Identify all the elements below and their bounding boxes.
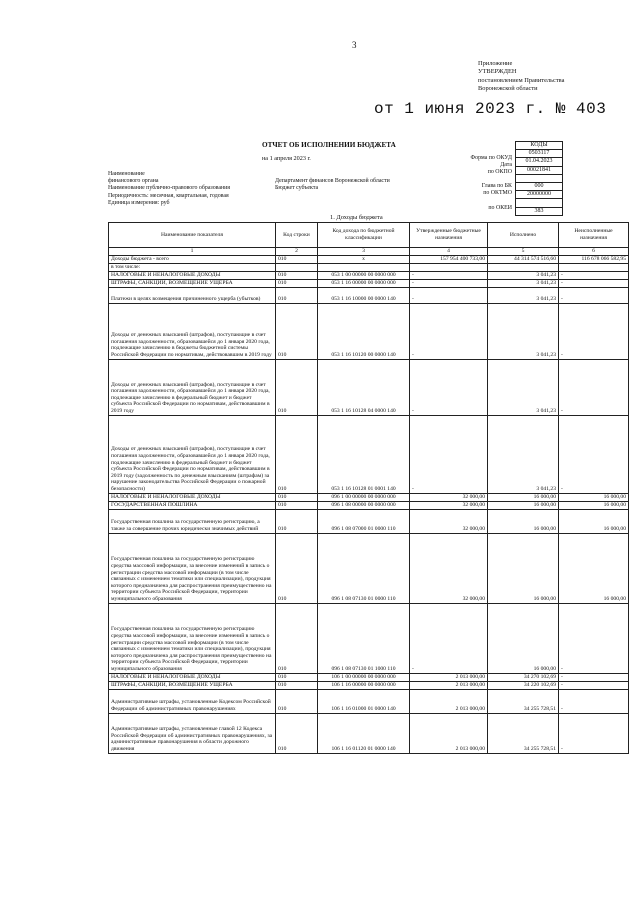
cell-row-code: 010: [276, 533, 318, 603]
cell-row-code: 010: [276, 673, 318, 681]
oktmo-label: по ОКТМО: [483, 190, 512, 196]
cell-remain: 16 000,00: [559, 501, 629, 509]
cell-approved: 32 000,00: [410, 509, 488, 533]
cell-approved: -: [410, 303, 488, 359]
cell-done: 3 041,23: [488, 287, 559, 303]
cell-done: 16 000,00: [488, 533, 559, 603]
cell-kbk: 096 1 00 00000 00 0000 000: [318, 493, 410, 501]
cell-name: Государственная пошлина за государственную регистрацию, а также за совершение прочих юридически значимых действий: [109, 509, 276, 533]
table-row: [109, 264, 629, 272]
cell-remain: -: [559, 287, 629, 303]
cell-remain: -: [559, 681, 629, 689]
cell-done: 34 270 102,69: [488, 673, 559, 681]
col-number: 3: [318, 248, 410, 256]
cell-remain: -: [559, 689, 629, 713]
cell-row-code: 010: [276, 359, 318, 415]
cell-approved: 2 013 000,00: [410, 713, 488, 753]
col-header-kbk: Код дохода по бюджетной классификации: [318, 223, 410, 248]
cell-row-code: 010: [276, 415, 318, 493]
codes-table: [515, 141, 563, 216]
cell-row-code: 010: [276, 287, 318, 303]
cell-done: 34 255 728,51: [488, 689, 559, 713]
cell-remain: -: [559, 271, 629, 279]
cell-row-code: 010: [276, 501, 318, 509]
cell-done: 16 000,00: [488, 501, 559, 509]
table-row: [109, 493, 629, 501]
cell-row-code: 010: [276, 493, 318, 501]
cell-kbk: 053 1 16 10128 04 0000 140: [318, 359, 410, 415]
cell-approved: 32 000,00: [410, 493, 488, 501]
fin-org-label: Наименование финансового органа Наименование публично-правового образования Периодичность: месячная, квартальная, годовая Единица измерения: руб: [108, 171, 230, 206]
cell-kbk: [318, 264, 410, 272]
col-header-remain: Неисполненные назначения: [559, 223, 629, 248]
cell-done: 3 041,23: [488, 271, 559, 279]
cell-name: в том числе:: [109, 264, 276, 272]
cell-row-code: [276, 264, 318, 272]
cell-remain: -: [559, 673, 629, 681]
cell-approved: 2 013 000,00: [410, 689, 488, 713]
cell-kbk: x: [318, 256, 410, 264]
cell-kbk: 106 1 16 00000 00 0000 000: [318, 681, 410, 689]
cell-row-code: 010: [276, 713, 318, 753]
cell-name: Платежи в целях возмещения причиненного ущерба (убытков): [109, 287, 276, 303]
cell-done: 16 000,00: [488, 493, 559, 501]
cell-name: Административные штрафы, установленные главой 12 Кодекса Российской Федерации об административных правонарушениях, за административные правонарушения в области дорожного движения: [109, 713, 276, 753]
table-row: [109, 359, 629, 415]
cell-kbk: 106 1 00 00000 00 0000 000: [318, 673, 410, 681]
cell-name: ШТРАФЫ, САНКЦИИ, ВОЗМЕЩЕНИЕ УЩЕРБА: [109, 279, 276, 287]
oktmo-value: 20000000: [516, 191, 563, 199]
report-date: на 1 апреля 2023 г.: [262, 155, 311, 162]
codes-header: КОДЫ: [516, 142, 563, 150]
table-row: [109, 287, 629, 303]
cell-approved: -: [410, 359, 488, 415]
cell-kbk: 106 1 16 01120 01 0000 140: [318, 713, 410, 753]
page-number: 3: [352, 40, 357, 50]
cell-kbk: 053 1 16 10120 00 0000 140: [318, 303, 410, 359]
cell-row-code: 010: [276, 689, 318, 713]
cell-remain: -: [559, 359, 629, 415]
cell-remain: 16 000,00: [559, 533, 629, 603]
cell-name: Государственная пошлина за государственную регистрацию средства массовой информации, за внесение изменений в запись о регистрации средства массовой информации (в том числе связанных с изменением тематики или специализации), продукция которого предназначена для распространения преимущественно на территории субъекта Российской Федерации, территории муниципального образования: [109, 533, 276, 603]
cell-approved: [410, 264, 488, 272]
cell-row-code: 010: [276, 509, 318, 533]
col-number: 1: [109, 248, 276, 256]
cell-name: Доходы от денежных взысканий (штрафов), поступающие в счет погашения задолженности, образовавшейся до 1 января 2020 года, подлежащие зачислению в федеральный бюджет и бюджет субъекта Российской Федерации по нормативам, действовавшим в 2019 году: [109, 359, 276, 415]
cell-row-code: 010: [276, 303, 318, 359]
table-row: [109, 256, 629, 264]
cell-approved: 32 000,00: [410, 533, 488, 603]
codes-empty: [516, 199, 563, 207]
glava-label: Глава по БК: [481, 183, 512, 189]
table-row: [109, 271, 629, 279]
cell-kbk: 096 1 08 07130 01 0000 110: [318, 533, 410, 603]
table-row: [109, 533, 629, 603]
cell-name: Доходы бюджета - всего: [109, 256, 276, 264]
cell-done: 3 041,23: [488, 279, 559, 287]
col-header-name: Наименование показателя: [109, 223, 276, 248]
cell-name: Доходы от денежных взысканий (штрафов), поступающие в счет погашения задолженности, образовавшейся до 1 января 2020 года, подлежащие зачислению в бюджеты бюджетной системы Российской Федерации по нормативам, действовавшим в 2019 году: [109, 303, 276, 359]
report-title: ОТЧЕТ ОБ ИСПОЛНЕНИИ БЮДЖЕТА: [262, 141, 396, 149]
cell-row-code: 010: [276, 256, 318, 264]
cell-name: НАЛОГОВЫЕ И НЕНАЛОГОВЫЕ ДОХОДЫ: [109, 673, 276, 681]
cell-kbk: 096 1 08 00000 00 0000 000: [318, 501, 410, 509]
cell-name: НАЛОГОВЫЕ И НЕНАЛОГОВЫЕ ДОХОДЫ: [109, 493, 276, 501]
cell-kbk: 053 1 16 10128 01 0001 140: [318, 415, 410, 493]
appendix-block: [478, 60, 564, 94]
okei-value: 383: [516, 207, 563, 215]
okei-label: по ОКЕИ: [488, 205, 512, 211]
cell-remain: [559, 264, 629, 272]
okud-value: 0503117: [516, 150, 563, 158]
cell-remain: -: [559, 713, 629, 753]
cell-approved: -: [410, 271, 488, 279]
cell-kbk: 096 1 08 07130 01 1000 110: [318, 603, 410, 673]
okud-label: Форма по ОКУД: [470, 155, 512, 161]
appendix-line: УТВЕРЖДЕН: [478, 68, 517, 76]
cell-name: ГОСУДАРСТВЕННАЯ ПОШЛИНА: [109, 501, 276, 509]
col-number: 2: [276, 248, 318, 256]
table-row: [109, 713, 629, 753]
income-table: [108, 222, 629, 754]
col-number: 6: [559, 248, 629, 256]
cell-name: ШТРАФЫ, САНКЦИИ, ВОЗМЕЩЕНИЕ УЩЕРБА: [109, 681, 276, 689]
section-title: 1. Доходы бюджета: [330, 214, 383, 221]
cell-row-code: 010: [276, 603, 318, 673]
table-row: [109, 673, 629, 681]
cell-done: 16 000,00: [488, 603, 559, 673]
cell-done: [488, 264, 559, 272]
col-header-approved: Утвержденные бюджетные назначения: [410, 223, 488, 248]
table-row: [109, 303, 629, 359]
cell-kbk: 053 1 16 00000 00 0000 000: [318, 279, 410, 287]
fin-org-value: Департамент финансов Воронежской области Бюджет субъекта: [275, 178, 390, 192]
cell-remain: -: [559, 279, 629, 287]
codes-empty: [516, 174, 563, 182]
date-label: Дата: [500, 162, 512, 168]
col-number: 5: [488, 248, 559, 256]
table-row: [109, 603, 629, 673]
cell-remain: -: [559, 303, 629, 359]
col-header-code: Код строки: [276, 223, 318, 248]
cell-done: 44 314 574 516,60: [488, 256, 559, 264]
cell-name: Государственная пошлина за государственную регистрацию средства массовой информации, за внесение изменений в запись о регистрации средства массовой информации (в том числе связанных с изменением тематики или специализации), продукция которого предназначена для распространения преимущественно на территории субъекта Российской Федерации, территории муниципального образования: [109, 603, 276, 673]
appendix-line: Воронежской области: [478, 85, 538, 93]
cell-kbk: 096 1 08 07000 01 0000 110: [318, 509, 410, 533]
cell-done: 34 220 102,69: [488, 681, 559, 689]
cell-approved: 32 000,00: [410, 501, 488, 509]
cell-done: 16 000,00: [488, 509, 559, 533]
okpo-value: 00021841: [516, 166, 563, 174]
cell-approved: 157 954 400 733,00: [410, 256, 488, 264]
table-row: [109, 279, 629, 287]
appendix-line: постановлением Правительства: [478, 76, 565, 84]
cell-done: 3 041,23: [488, 415, 559, 493]
cell-remain: -: [559, 603, 629, 673]
cell-row-code: 010: [276, 271, 318, 279]
cell-name: Административные штрафы, установленные Кодексом Российской Федерации об административных правонарушениях: [109, 689, 276, 713]
decree-stamp: от 1 июня 2023 г. № 403: [374, 100, 607, 118]
glava-value: 000: [516, 182, 563, 190]
table-row: [109, 501, 629, 509]
cell-remain: 116 678 066 582,95: [559, 256, 629, 264]
cell-kbk: 053 1 00 00000 00 0000 000: [318, 271, 410, 279]
cell-remain: -: [559, 415, 629, 493]
cell-remain: 16 000,00: [559, 493, 629, 501]
cell-row-code: 010: [276, 279, 318, 287]
cell-approved: 2 013 000,00: [410, 681, 488, 689]
date-value: 01.04.2023: [516, 158, 563, 166]
cell-kbk: 053 1 16 10000 00 0000 140: [318, 287, 410, 303]
cell-done: 3 041,23: [488, 359, 559, 415]
cell-done: 3 041,23: [488, 303, 559, 359]
cell-approved: -: [410, 415, 488, 493]
col-number: 4: [410, 248, 488, 256]
cell-name: НАЛОГОВЫЕ И НЕНАЛОГОВЫЕ ДОХОДЫ: [109, 271, 276, 279]
cell-remain: 16 000,00: [559, 509, 629, 533]
cell-approved: -: [410, 279, 488, 287]
cell-approved: -: [410, 287, 488, 303]
cell-approved: 2 013 000,00: [410, 673, 488, 681]
table-row: [109, 689, 629, 713]
cell-approved: -: [410, 603, 488, 673]
col-header-done: Исполнено: [488, 223, 559, 248]
appendix-line: Приложение: [478, 60, 513, 67]
cell-kbk: 106 1 16 01000 01 0000 140: [318, 689, 410, 713]
cell-row-code: 010: [276, 681, 318, 689]
cell-name: Доходы от денежных взысканий (штрафов), поступающие в счет погашения задолженности, образовавшейся до 1 января 2020 года, подлежащие зачислению в федеральный бюджет и бюджет субъекта Российской Федерации по нормативам, действовавшим в 2019 году (задолженность по денежным взысканиям (штрафам) за нарушение законодательства Российской Федерации о пожарной безопасности): [109, 415, 276, 493]
table-row: [109, 509, 629, 533]
table-row: [109, 415, 629, 493]
cell-done: 34 255 728,51: [488, 713, 559, 753]
okpo-label: по ОКПО: [487, 169, 512, 175]
table-row: [109, 681, 629, 689]
